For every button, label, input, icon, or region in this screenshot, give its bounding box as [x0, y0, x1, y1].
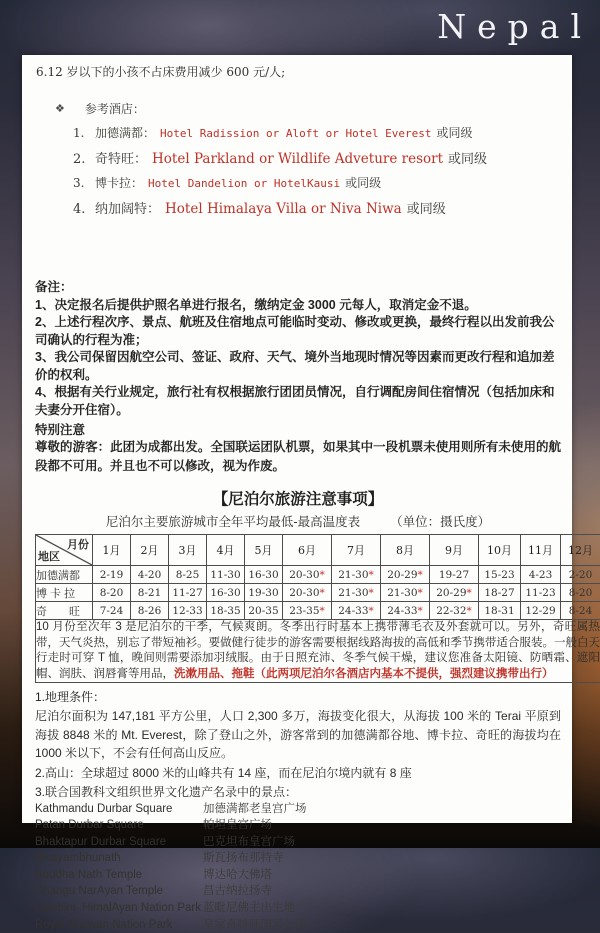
temp-cell: 4-23 — [521, 566, 561, 584]
site-name-en: Changu NarAyan Temple — [35, 884, 203, 900]
hotel-item-number: 2. — [73, 152, 95, 167]
temp-cell: 21-30* — [332, 584, 381, 602]
temp-cell: 4-20 — [131, 566, 169, 584]
temp-cell: 2-19 — [93, 566, 131, 584]
temp-cell: 20-35 — [245, 602, 283, 620]
month-header: 3月 — [169, 535, 207, 566]
hotel-city-label: 博卡拉： — [95, 174, 143, 191]
temp-cell: 8-25 — [169, 566, 207, 584]
hotel-grade-suffix: 或同级 — [448, 148, 487, 167]
hotel-item-number: 4. — [73, 202, 95, 217]
unesco-site-row — [35, 850, 561, 867]
remark-item: 1、决定报名后提供护照名单进行报名，缴纳定金 3000 元每人，取消定金不退。 — [35, 297, 561, 315]
geography-heading: 1.地理条件： — [35, 688, 561, 705]
month-header: 5月 — [245, 535, 283, 566]
remarks-section — [35, 279, 561, 419]
document-page — [22, 55, 572, 823]
site-name-zh: 帕坦皇宫广场 — [203, 817, 272, 833]
monsoon-asterisk: * — [320, 569, 325, 581]
site-name-zh: 加德满都老皇宫广场 — [203, 801, 307, 817]
table-caption-text: 尼泊尔主要旅游城市全年平均最低-最高温度表 — [106, 514, 360, 529]
site-name-zh: 斯瓦扬布那特寺 — [203, 850, 284, 866]
temp-cell: 2-20 — [561, 566, 600, 584]
site-name-zh: 巴克坦布皇宫广场 — [203, 834, 295, 850]
monsoon-asterisk: * — [320, 587, 325, 599]
region-label: 奇 旺 — [36, 602, 93, 620]
month-header: 2月 — [131, 535, 169, 566]
temp-cell: 7-24 — [93, 602, 131, 620]
temp-cell: 24-33* — [381, 602, 430, 620]
hotel-city-label: 纳加阔特： — [95, 198, 160, 217]
corner-label-month: 月份 — [67, 536, 89, 552]
mountains-line: 2.高山：全球超过 8000 米的山峰共有 14 座，而在尼泊尔境内就有 8 座 — [35, 764, 561, 782]
monsoon-asterisk: * — [467, 605, 472, 617]
hotel-list-item — [73, 174, 561, 191]
site-name-en: Patan Durbar Square — [35, 818, 203, 834]
temp-cell: 11-23 — [521, 584, 561, 602]
temp-cell: 20-29* — [381, 566, 430, 584]
month-header: 7月 — [332, 535, 381, 566]
special-attention-body: 尊敬的游客：此团为成都出发。全国联运团队机票，如果其中一段机票未使用则所有未使用的航段都不可用。并且也不可以修改，视为作废。 — [35, 438, 561, 476]
month-header: 10月 — [479, 535, 521, 566]
hotel-grade-suffix: 或同级 — [345, 174, 381, 191]
temp-cell: 20-29* — [430, 584, 479, 602]
site-name-en: Lumbini- HimalAyan Nation Park — [35, 901, 203, 917]
temp-cell: 19-27 — [430, 566, 479, 584]
hotel-name: Hotel Himalaya Villa or Niva Niwa — [165, 201, 402, 217]
temp-cell: 20-30* — [283, 584, 332, 602]
site-name-en: Boudha Nath Temple — [35, 868, 203, 884]
hotel-city-label: 加德满都： — [95, 124, 155, 141]
unesco-site-row — [35, 801, 561, 818]
month-header: 8月 — [381, 535, 430, 566]
child-discount-note: 6.12 岁以下的小孩不占床费用减少 600 元/人; — [36, 63, 561, 80]
remark-item: 2、上述行程次序、景点、航班及住宿地点可能临时变动、修改或更换，最终行程以出发前我公司确认的行程为准； — [35, 314, 561, 349]
diamond-bullet-icon: ❖ — [55, 102, 65, 115]
region-label: 博 卡 拉 — [36, 584, 93, 602]
hotel-grade-suffix: 或同级 — [437, 124, 473, 141]
month-header: 6月 — [283, 535, 332, 566]
remark-item: 4、根据有关行业规定，旅行社有权根据旅行团团员情况，自行调配房间住宿情况（包括加床和夫妻分开住宿）。 — [35, 384, 561, 419]
temp-cell: 8-20 — [561, 584, 600, 602]
table-row — [36, 566, 600, 584]
monsoon-asterisk: * — [418, 587, 423, 599]
temp-cell: 18-35 — [207, 602, 245, 620]
temp-cell: 15-23 — [479, 566, 521, 584]
unesco-site-row — [35, 867, 561, 884]
table-caption — [35, 512, 561, 530]
monsoon-asterisk: * — [369, 587, 374, 599]
monsoon-asterisk: * — [467, 587, 472, 599]
temp-cell: 19-30 — [245, 584, 283, 602]
hotel-name: Hotel Radission or Aloft or Hotel Everest — [160, 127, 432, 140]
temp-cell: 16-30 — [207, 584, 245, 602]
table-corner-cell — [36, 535, 93, 566]
geography-body: 尼泊尔面积为 147,181 平方公里，人口 2,300 多万，海拔变化很大，从海拔 100 米的 Terai 平原到海拔 8848 米的 Mt. Everest，除了登山之外，游客常到的加德满都谷地、博卡拉、奇旺的海拔均在 1000 米以下，不会有任何高山反应。 — [35, 707, 561, 763]
climate-advice-text: 10 月份至次年 3 是尼泊尔的干季，气候爽朗。冬季出行时基本上携带薄毛衣及外套就可以。另外，奇旺属热带，天气炎热，别忘了带短袖衫。要做健行徒步的游客需要根据线路海拔的高低和季节携带适合服装。一般白天行走时可穿 T 恤，晚间则需要添加羽绒服。由于日照充沛、冬季气候干燥，建议您准备太阳镜、防晒霜、遮阳帽、润肤、润唇膏等用品， — [36, 621, 600, 680]
table-footnote-row — [36, 620, 600, 683]
remark-item: 3、我公司保留因航空公司、签证、政府、天气、境外当地现时情况等因素而更改行程和追加差价的权利。 — [35, 349, 561, 384]
hotel-list-item — [73, 124, 561, 141]
monsoon-asterisk: * — [369, 569, 374, 581]
site-name-en: Bhaktapur Durbar Square — [35, 835, 203, 851]
climate-advice-highlight: 洗漱用品、拖鞋（此两项尼泊尔各酒店内基本不提供，强烈建议携带出行） — [174, 668, 554, 680]
cover-photo-brand-title: Nepal — [437, 0, 592, 52]
corner-label-region: 地区 — [38, 548, 60, 564]
month-header: 12月 — [561, 535, 600, 566]
hotel-item-number: 1. — [73, 126, 95, 140]
hotel-list-item — [73, 198, 561, 217]
region-label: 加德满都 — [36, 566, 93, 584]
unesco-site-row — [35, 817, 561, 834]
temp-cell: 12-29 — [521, 602, 561, 620]
unesco-site-row — [35, 883, 561, 900]
special-attention-heading: 特别注意 — [35, 420, 561, 438]
temp-cell: 23-35* — [283, 602, 332, 620]
temp-cell: 11-27 — [169, 584, 207, 602]
unesco-heading: 3.联合国教科文组织世界文化遗产名录中的景点： — [35, 783, 561, 801]
temp-cell: 22-32* — [430, 602, 479, 620]
table-row — [36, 602, 600, 620]
reference-hotels-heading — [55, 100, 561, 117]
monsoon-asterisk: * — [418, 569, 423, 581]
site-name-en: Kathmandu Durbar Square — [35, 802, 203, 818]
site-name-zh: 皇家奇特旺国家公园 — [203, 917, 307, 933]
temp-cell: 18-31 — [479, 602, 521, 620]
hotel-grade-suffix: 或同级 — [407, 198, 446, 217]
temp-cell: 16-30 — [245, 566, 283, 584]
temp-cell: 20-30* — [283, 566, 332, 584]
month-header: 1月 — [93, 535, 131, 566]
temp-cell: 11-30 — [207, 566, 245, 584]
unesco-site-row — [35, 900, 561, 917]
section-title: 【尼泊尔旅游注意事项】 — [35, 487, 561, 509]
temp-cell: 8-21 — [131, 584, 169, 602]
temp-cell: 8-26 — [131, 602, 169, 620]
temp-cell: 21-30* — [332, 566, 381, 584]
temperature-table — [35, 534, 600, 683]
hotel-list-item — [73, 148, 561, 167]
climate-advice-paragraph — [36, 620, 600, 683]
table-header-row — [36, 535, 600, 566]
site-name-zh: 蓝毗尼佛主出生地 — [203, 900, 295, 916]
table-unit-label: （单位：摄氏度） — [390, 514, 490, 529]
hotel-name: Hotel Parkland or Wildlife Adveture resort — [152, 151, 443, 167]
temp-cell: 12-33 — [169, 602, 207, 620]
temp-cell: 24-33* — [332, 602, 381, 620]
reference-hotels-label: 参考酒店： — [85, 100, 145, 117]
hotel-item-number: 3. — [73, 176, 95, 190]
site-name-en: Royal Chitwan Nation Park — [35, 918, 203, 933]
temp-cell: 8-20 — [93, 584, 131, 602]
site-name-zh: 昌古纳拉扬寺 — [203, 883, 272, 899]
hotel-name: Hotel Dandelion or HotelKausi — [148, 177, 340, 190]
unesco-site-row — [35, 917, 561, 933]
monsoon-asterisk: * — [369, 605, 374, 617]
month-header: 11月 — [521, 535, 561, 566]
temp-cell: 21-30* — [381, 584, 430, 602]
monsoon-asterisk: * — [418, 605, 423, 617]
monsoon-asterisk: * — [320, 605, 325, 617]
month-header: 9月 — [430, 535, 479, 566]
site-name-zh: 博达哈大佛塔 — [203, 867, 272, 883]
site-name-en: Swayambhunath — [35, 851, 203, 867]
remarks-heading: 备注： — [35, 279, 561, 297]
table-row — [36, 584, 600, 602]
temp-cell: 8-24 — [561, 602, 600, 620]
month-header: 4月 — [207, 535, 245, 566]
hotel-city-label: 奇特旺： — [95, 148, 147, 167]
temp-cell: 18-27 — [479, 584, 521, 602]
